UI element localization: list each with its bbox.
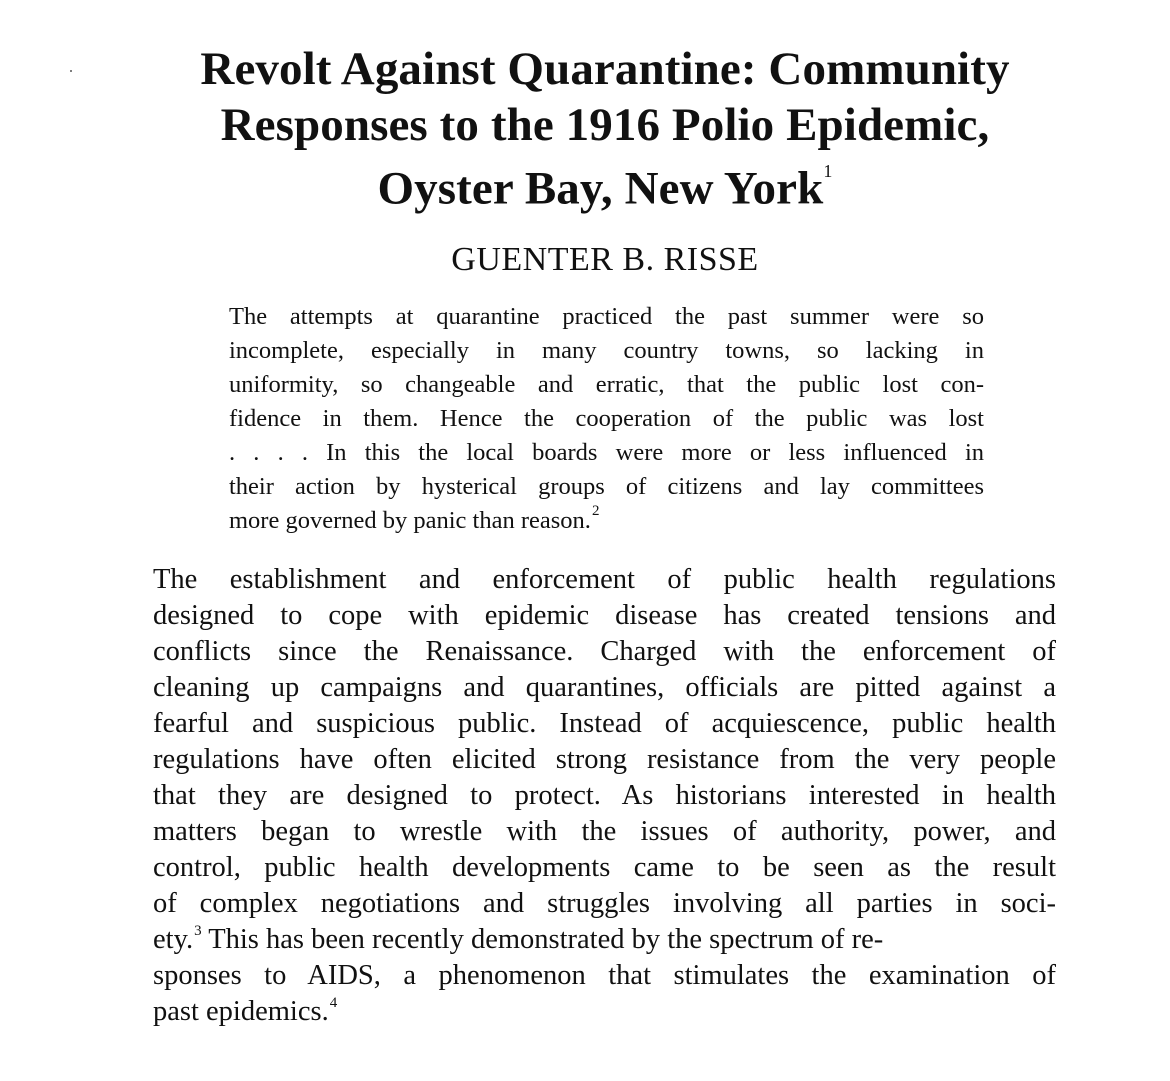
body-line: control, public health developments came to be seen as the result xyxy=(153,852,1056,883)
body-line: regulations have often elicited strong resistance from the very people xyxy=(153,744,1056,775)
epigraph-line: . . . . In this the local boards were more or less influenced in xyxy=(229,439,984,466)
body-text-segment: ety. xyxy=(153,924,194,955)
title-line-3 xyxy=(0,153,1170,217)
body-text-segment: past epidemics. xyxy=(153,996,329,1027)
body-line: matters began to wrestle with the issues of authority, power, and xyxy=(153,816,1056,847)
body-line: conflicts since the Renaissance. Charged with the enforcement of xyxy=(153,636,1056,667)
footnote-marker-4: 4 xyxy=(329,995,338,1011)
body-line-with-footnote xyxy=(153,923,1056,961)
epigraph-line: The attempts at quarantine practiced the past summer were so xyxy=(229,303,984,330)
author-name: GUENTER B. RISSE xyxy=(451,241,759,278)
footnote-marker-3: 3 xyxy=(194,923,202,939)
title-line-2: Responses to the 1916 Polio Epidemic, xyxy=(220,99,990,151)
title-line-1: Revolt Against Quarantine: Community xyxy=(200,43,1010,95)
epigraph-line: their action by hysterical groups of citizens and lay committees xyxy=(229,473,984,500)
body-line: fearful and suspicious public. Instead of acquiescence, public health xyxy=(153,708,1056,739)
body-line: The establishment and enforcement of public health regulations xyxy=(153,564,1056,595)
body-last-line xyxy=(153,995,1056,1033)
body-text-segment: This has been recently demonstrated by the spectrum of re- xyxy=(201,924,884,955)
epigraph-line: incomplete, especially in many country towns, so lacking in xyxy=(229,337,984,364)
epigraph-footnote-marker: 2 xyxy=(591,503,600,519)
epigraph-line: fidence in them. Hence the cooperation of the public was lost xyxy=(229,405,984,432)
body-line: sponses to AIDS, a phenomenon that stimulates the examination of xyxy=(153,960,1056,991)
epigraph-line: uniformity, so changeable and erratic, that the public lost con- xyxy=(229,371,984,398)
body-line: cleaning up campaigns and quarantines, officials are pitted against a xyxy=(153,672,1056,703)
body-line: designed to cope with epidemic disease has created tensions and xyxy=(153,600,1056,631)
body-line: that they are designed to protect. As historians interested in health xyxy=(153,780,1056,811)
epigraph-line xyxy=(229,503,984,539)
epigraph-last-line-text: more governed by panic than reason. xyxy=(229,507,591,534)
title-footnote-marker: 1 xyxy=(823,161,833,181)
body-line: of complex negotiations and struggles involving all parties in soci- xyxy=(153,888,1056,919)
title-line-3-text: Oyster Bay, New York xyxy=(377,162,824,215)
